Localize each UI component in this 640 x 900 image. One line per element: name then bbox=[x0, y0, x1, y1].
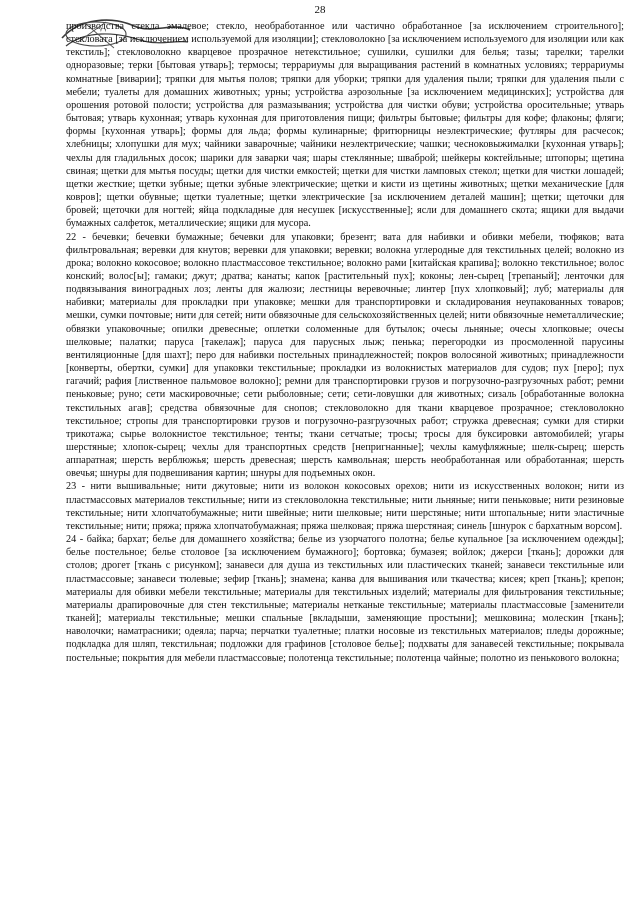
paragraph-class-22: 22 - бечевки; бечевки бумажные; бечевки для упаковки; брезент; вата для набивки и обивки мебели, тюфяков; вата фильтровальная; веревки для кнутов; веревки для упаковки; веревки; волокна углеродные для текстильных целей; волокно из дрока; волокно кокосовое; волокно пластмассовое текстильное; волокно рами [китайская крапива]; волокно текстильное; волос конский; волос[ы]; гамаки; джут; дратва; канаты; капок [растительный пух]; коконы; лен-сырец [трепаный]; ленточки для подвязывания виноградных лоз; ленты для жалюзи; лестницы веревочные; линтер [пух хлопковый]; луб; материалы для набивки; материалы для прокладки при упаковке; мешки для транспортировки и складирования неупакованных товаров; мешки, сумки почтовые; нити для сетей; нити обвязочные для сельскохозяйственных целей; нити обвязочные неметаллические; обвязки упаковочные; опилки древесные; оплетки соломенные для бутылок; очесы льняные; очесы хлопковые; очесы шелковые; палатки; паруса [такелаж]; паруса для парусных лыж; пенька; перегородки из просмоленной парусины вентиляционные [для шахт]; перо для набивки постельных принадлежностей; покров волосяной животных; принадлежности [конверты, обертки, сумки] для упаковки текстильные; прокладки из волокнистых материалов для судов; пух [перо]; пух гагачий; рафия [лиственное пальмовое волокно]; ремни для транспортировки грузов и погрузочно-разгрузочных работ; ремни пеньковые; руно; сети маскировочные; сети рыболовные; сети; сети-ловушки для животных; сизаль [обработанные волокна текстильных агав]; средства обвязочные для снопов; стекловолокно для ткани кварцевое прозрачное; стекловолокно текстильное; стропы для транспортировки грузов и погрузочно-разгрузочных работ; стружка древесная; сумки для стирки трикотажа; сырье волокнистое текстильное; тенты; ткани сетчатые; тросы; тросы для буксировки автомобилей; угары шерстяные; хлопок-сырец; чехлы для транспортных средств [непригнанные]; чехлы камуфляжные; шелк-сырец; шерсть аппаратная; шерсть верблюжья; шерсть древесная; шерсть камвольная; шерсть необработанная или обработанная; шерсть овечья; шнуры для подвешивания картин; шнуры для подъемных окон. bbox=[66, 231, 624, 480]
page-number: 28 bbox=[314, 4, 326, 16]
paragraph-class-23: 23 - нити вышивальные; нити джутовые; нити из волокон кокосовых орехов; нити из искусственных волокон; нити из пластмассовых материалов текстильные; нити из стекловолокна текстильные; нити льняные; нити пеньковые; нити резиновые текстильные; нити хлопчатобумажные; нити швейные; нити шелковые; нити шерстяные; нити штопальные; нити эластичные текстильные; нити; пряжа; пряжа хлопчатобумажная; пряжа шелковая; пряжа шерстяная; синель [шнурок с бархатным ворсом]. bbox=[66, 481, 624, 532]
document-text bbox=[66, 20, 624, 665]
paragraph-class-21-continued: производства стекла эмалевое; стекло, необработанное или частично обработанное [за исключением строительного]; стекловата [за исключением используемой для изоляции]; стекловолокно [за исключением используемого для изоляции или как текстиль]; стекловолокно кварцевое прозрачное нетекстильное; сушилки, сушилки для белья; тазы; тарелки; тарелки одноразовые; терки [бытовая утварь]; термосы; террариумы для выращивания растений в комнатных условиях; террариумы комнатные [виварии]; тряпки для мытья полов; тряпки для уборки; тряпки для удаления пыли; тряпки для удаления пыли с мебели; туалеты для домашних животных; урны; устройства аэрозольные [за исключением медицинских]; устройства для орошения ротовой полости; устройства для размазывания; устройства для чистки обуви; устройства оросительные; утварь бытовая; утварь кухонная; утварь кухонная для приготовления пищи; фильтры бытовые; фильтры для кофе; флаконы; фляги; формы [кухонная утварь]; формы для льда; формы кулинарные; фритюрницы неэлектрические; футляры для расчесок; хлебницы; хлопушки для мух; чайники заварочные; чайники неэлектрические; чашки; чесноковыжималки [кухонная утварь]; чехлы для гладильных досок; шарики для заварки чая; шары стеклянные; шваброй; шейкеры коктейльные; штопоры; щетина свиная; щетки для мытья посуды; щетки для чистки емкостей; щетки для чистки ламповых стекол; щетки для чистки лошадей; щетки жесткие; щетки зубные; щетки зубные электрические; щетки и кисти из щетины животных; щетки механические [для ковров]; щетки обувные; щетки туалетные; щетки электрические [за исключением деталей машин]; щетки; щеточки для бровей; щеточки для ногтей; яйца подкладные для несушек [искусственные]; ясли для домашнего скота; ящики для выдачи бумажных салфеток, металлические; ящики для мусора. bbox=[66, 21, 624, 230]
paragraph-class-24: 24 - байка; бархат; белье для домашнего хозяйства; белье из узорчатого полотна; белье купальное [за исключением одежды]; белье постельное; белье столовое [за исключением бумажного]; бортовка; бумазея; войлок; джерси [ткань]; дорожки для столов; дрогет [ткань с рисунком]; занавеси для душа из текстильных или пластических тканей; занавеси текстильные или пластмассовые; занавеси тюлевые; зефир [ткань]; знамена; канва для вышивания или ткачества; кисея; креп [ткань]; крепон; материалы для обивки мебели текстильные; материалы для текстильных изделий; материалы для фильтрования текстильные; материалы драпировочные для стен текстильные; материалы нетканые текстильные; материалы пластмассовые [заменители тканей]; материалы текстильные; мешки спальные [вкладыши, заменяющие простыни]; мешковина; молескин [ткань]; наволочки; наматрасники; одеяла; парча; перчатки туалетные; платки носовые из текстильных материалов; пледы дорожные; подкладка для шляп, текстильная; подложки для графинов [столовое белье]; подхваты для занавесей текстильные; покрывала постельные; покрытия для мебели пластмассовые; полотенца текстильные; полотенца чайные; полотно из пенькового волокна; bbox=[66, 534, 624, 664]
